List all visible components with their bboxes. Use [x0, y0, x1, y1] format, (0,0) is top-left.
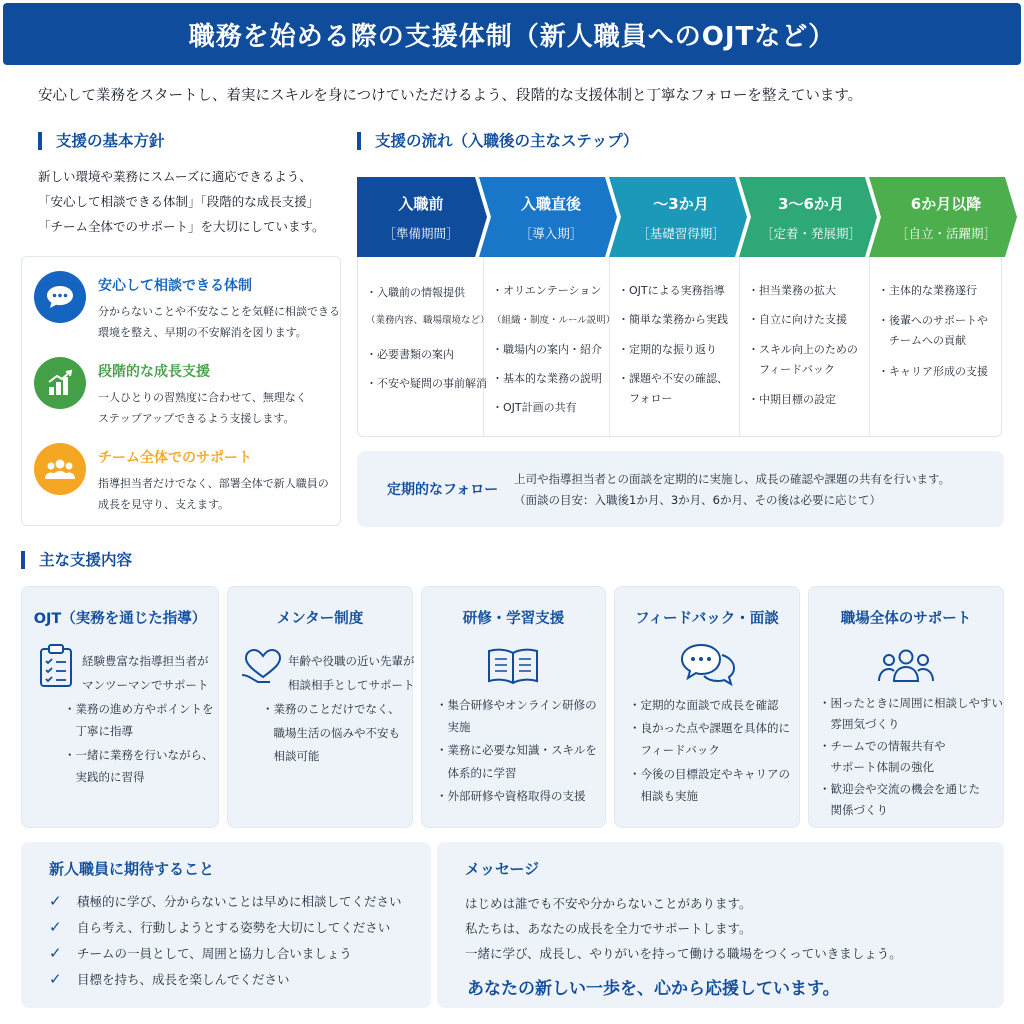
card-line: ・業務に必要な知識・スキルを [436, 743, 597, 757]
card-workplace [808, 586, 1004, 828]
step-name: 入職直後 [520, 194, 581, 213]
group-icon [877, 647, 935, 687]
flow-section-title: 支援の流れ（入職後の主なステップ） [357, 132, 638, 150]
card-line: 相談可能 [262, 749, 320, 763]
desc-line: 一人ひとりの習熟度に合わせて、無理なく [98, 391, 307, 404]
policy-text-line: 新しい環境や業務にスムーズに適応できるよう、 [38, 169, 312, 184]
card-line: ・歓迎会や交流の機会を通じた [819, 782, 980, 796]
desc-line: 分からないことや不安なことを気軽に相談できる [98, 305, 340, 318]
card-title: フィードバック・面談 [635, 611, 779, 627]
expectation-text: 自ら考え、行動しようとする姿勢を大切にしてください [77, 920, 391, 935]
message-box [437, 842, 1004, 1008]
step-onboarding [487, 177, 615, 257]
step-detail-column [358, 257, 490, 437]
card-title: OJT（実務を通じた指導） [33, 611, 207, 627]
message-line: 一緒に学び、成長し、やりがいを持って働ける職場をつくっていきましょう。 [465, 946, 902, 961]
card-line: 相談相手としてサポート [288, 678, 415, 692]
policy-box [21, 256, 341, 526]
expectation-text: 目標を持ち、成長を楽しんでください [77, 972, 290, 987]
step-detail-item: ・OJTによる実務指導 [618, 284, 725, 297]
message-closing: あなたの新しい一歩を、心から応援しています。 [467, 979, 840, 999]
check-icon: ✓ [49, 944, 62, 962]
card-line: 実施 [436, 720, 471, 734]
heart-hands-icon [240, 647, 286, 691]
expectation-text: 積極的に学び、分からないことは早めに相談してください [77, 894, 402, 909]
step-detail-item: フォロー [618, 392, 673, 405]
step-detail-item: ・後輩へのサポートや [878, 314, 988, 327]
card-line: マンツーマンでサポート [82, 678, 209, 692]
step-detail-item: ・簡単な業務から実践 [618, 313, 728, 326]
step-after-6months [877, 177, 1015, 257]
card-line: ・今後の目標設定やキャリアの [629, 767, 790, 781]
step-name: 3〜6か月 [778, 194, 844, 213]
step-phase: ［準備期間］ [383, 225, 459, 241]
team-icon [34, 443, 86, 495]
expectation-item [49, 918, 390, 936]
growth-chart-icon [34, 357, 86, 409]
expectation-text: チームの一員として、周囲と協力し合いましょう [77, 946, 352, 961]
expectation-item [49, 944, 352, 962]
step-detail-item: ・主体的な業務遂行 [878, 284, 977, 297]
desc-line: 成長を見守り、支えます。 [98, 498, 230, 511]
card-line: ・業務の進め方やポイントを [64, 702, 214, 716]
check-icon: ✓ [49, 970, 62, 988]
policy-text [38, 164, 325, 239]
followup-box [357, 451, 1004, 527]
steps-details [357, 257, 1002, 437]
step-detail-item: フィードバック [748, 363, 835, 376]
policy-text-line: 「チーム全体でのサポート」を大切にしています。 [38, 219, 325, 234]
step-detail-column [740, 257, 870, 437]
step-detail-item: ・入職前の情報提供 [366, 286, 465, 299]
policy-text-line: 「安心して相談できる体制」「段階的な成長支援」 [38, 194, 320, 209]
check-icon: ✓ [49, 892, 62, 910]
card-ojt [21, 586, 219, 828]
step-detail-item: ・スキル向上のための [748, 343, 858, 356]
expectation-item [49, 970, 290, 988]
support-section-title: 主な支援内容 [21, 551, 132, 569]
step-detail-item: ・定期的な振り返り [618, 343, 717, 356]
policy-item-desc [98, 301, 340, 343]
card-line: ・一緒に業務を行いながら、 [64, 748, 214, 762]
card-line: 関係づくり [819, 803, 888, 817]
step-detail-item: ・担当業務の拡大 [748, 284, 836, 297]
card-line: 体系的に学習 [436, 766, 517, 780]
card-training [421, 586, 606, 828]
desc-line: ステップアップできるよう支援します。 [98, 412, 295, 425]
step-name: 6か月以降 [910, 194, 982, 213]
policy-item-desc [98, 473, 329, 515]
message-title: メッセージ [465, 860, 540, 878]
expectation-item [49, 892, 402, 910]
card-line: ・定期的な面談で成長を確認 [629, 698, 779, 712]
card-line: フィードバック [629, 743, 720, 757]
step-detail-item: ・中期目標の設定 [748, 393, 836, 406]
card-line: 雰囲気づくり [819, 717, 900, 731]
step-detail-item: ・自立に向けた支援 [748, 313, 847, 326]
expectations-title: 新人職員に期待すること [49, 860, 215, 878]
step-3months [617, 177, 745, 257]
step-detail-item: ・オリエンテーション [492, 284, 602, 297]
card-title: 職場全体のサポート [840, 611, 972, 627]
step-detail-column [484, 257, 616, 437]
card-line: ・困ったときに周囲に相談しやすい [819, 696, 1003, 710]
policy-item-desc [98, 387, 307, 429]
check-icon: ✓ [49, 918, 62, 936]
desc-line: 指導担当者だけでなく、部署全体で新人職員の [98, 477, 329, 490]
card-line: ・良かった点や課題を具体的に [629, 721, 790, 735]
step-detail-item: （組織・制度・ルール説明） [492, 315, 616, 326]
step-name: 入職前 [398, 194, 444, 213]
desc-line: 環境を整え、早期の不安解消を図ります。 [98, 326, 307, 339]
policy-section-title: 支援の基本方針 [38, 132, 165, 150]
speech-bubbles-icon [679, 641, 737, 691]
book-icon [486, 645, 540, 691]
step-detail-item: ・課題や不安の確認、 [618, 372, 728, 385]
card-line: 相談も実施 [629, 789, 698, 803]
step-6months [747, 177, 875, 257]
policy-item-title: 安心して相談できる体制 [98, 278, 252, 294]
message-line: はじめは誰でも不安や分からないことがあります。 [465, 896, 752, 911]
card-line: 経験豊富な指導担当者が [82, 654, 209, 668]
step-detail-item: ・必要書類の案内 [366, 348, 454, 361]
chat-bubble-icon [34, 271, 86, 323]
step-detail-item: ・職場内の案内・紹介 [492, 343, 602, 356]
page-title: 職務を始める際の支援体制（新人職員へのOJTなど） [188, 21, 836, 52]
policy-item-title: チーム全体でのサポート [98, 450, 252, 466]
step-detail-item: チームへの貢献 [878, 334, 966, 347]
step-phase: ［定着・発展期］ [760, 225, 861, 241]
intro-text: 安心して業務をスタートし、着実にスキルを身につけていただけるよう、段階的な支援体制と丁寧なフォローを整えています。 [38, 88, 863, 104]
step-pre [357, 177, 485, 257]
card-line: 実践的に習得 [64, 770, 145, 784]
step-detail-item: ・キャリア形成の支援 [878, 365, 988, 378]
card-line: ・集合研修やオンライン研修の [436, 698, 597, 712]
card-line: ・業務のことだけでなく、 [262, 702, 400, 716]
step-phase: ［基礎習得期］ [637, 225, 725, 241]
message-line: 私たちは、あなたの成長を全力でサポートします。 [465, 921, 752, 936]
step-detail-column [610, 257, 740, 437]
step-name: 〜3か月 [653, 194, 709, 213]
card-mentor [227, 586, 413, 828]
card-line: サポート体制の強化 [819, 760, 934, 774]
card-line: ・外部研修や資格取得の支援 [436, 789, 586, 803]
followup-title: 定期的なフォロー [387, 482, 499, 498]
step-detail-column [870, 257, 1003, 437]
followup-line: 上司や指導担当者との面談を定期的に実施し、成長の確認や課題の共有を行います。 [514, 472, 951, 486]
step-detail-item: ・不安や疑問の事前解消 [366, 377, 487, 390]
followup-line: （面談の目安：入職後1か月、3か月、6か月、その後は必要に応じて） [514, 493, 881, 507]
card-line: 丁寧に指導 [64, 724, 133, 738]
card-title: 研修・学習支援 [462, 611, 565, 627]
step-detail-item: ・OJT計画の共有 [492, 401, 577, 414]
expectations-box [21, 842, 431, 1008]
card-line: ・チームでの情報共有や [819, 739, 946, 753]
card-title: メンター制度 [276, 611, 364, 627]
page-header [3, 3, 1021, 65]
card-line: 職場生活の悩みや不安も [262, 726, 400, 740]
clipboard-icon [38, 643, 76, 693]
card-feedback [614, 586, 800, 828]
step-detail-item: （業務内容、職場環境など） [366, 315, 490, 326]
step-phase: ［自立・活躍期］ [895, 225, 996, 241]
step-detail-item: ・基本的な業務の説明 [492, 372, 602, 385]
step-phase: ［導入期］ [519, 225, 583, 241]
policy-item-title: 段階的な成長支援 [98, 364, 210, 380]
card-line: 年齢や役職の近い先輩が [288, 654, 415, 668]
